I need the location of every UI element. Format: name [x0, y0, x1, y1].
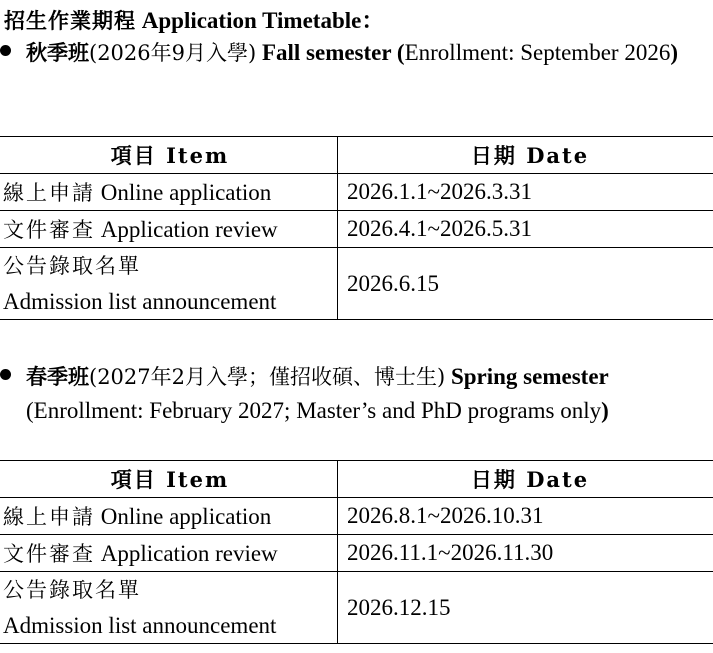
item-en: Online application — [100, 504, 272, 529]
date-cell: 2026.6.15 — [338, 248, 713, 320]
item-cell — [0, 211, 338, 248]
date-cell: 2026.8.1~2026.10.31 — [338, 498, 713, 535]
item-en: Online application — [100, 180, 272, 205]
item-cell — [0, 248, 338, 320]
spring-semester-text — [26, 360, 709, 427]
page-title-zh: 招生作業期程 — [4, 8, 136, 33]
spring-name-zh: 春季班 — [26, 364, 89, 389]
table-header-row — [0, 137, 713, 174]
table-row — [0, 572, 713, 644]
item-zh: 文件審查 — [3, 542, 95, 566]
date-cell: 2026.4.1~2026.5.31 — [338, 211, 713, 248]
item-zh: 公告錄取名單 — [3, 578, 141, 602]
date-cell: 2026.11.1~2026.11.30 — [338, 535, 713, 572]
item-column-header — [0, 461, 338, 498]
item-cell — [0, 174, 338, 211]
page-title — [4, 2, 384, 35]
table-row — [0, 498, 713, 535]
table-header-row — [0, 461, 713, 498]
fall-name-en: Fall semester ( — [261, 40, 405, 65]
date-header-label: 日期 Date — [470, 467, 590, 492]
spring-name-en: Spring semester — [450, 364, 609, 389]
fall-name-zh: 秋季班 — [26, 40, 89, 65]
page-title-en: Application Timetable： — [141, 8, 385, 33]
item-en: Application review — [100, 217, 278, 242]
item-header-label: 項目 Item — [110, 467, 230, 492]
spring-close-paren: ) — [601, 398, 609, 423]
item-en: Admission list announcement — [3, 289, 277, 314]
item-cell — [0, 498, 338, 535]
fall-enrollment: Enrollment: September 2026 — [404, 40, 671, 65]
table-row — [0, 174, 713, 211]
item-column-header — [0, 137, 338, 174]
spring-timetable — [0, 460, 713, 644]
item-zh: 文件審查 — [3, 218, 95, 242]
date-column-header — [338, 137, 713, 174]
spring-enrollment: (Enrollment: February 2027; Master’s and PhD programs only — [26, 398, 602, 423]
spring-paren-zh: (2027年2月入學；僅招收碩、博士生) — [89, 365, 446, 389]
date-column-header — [338, 461, 713, 498]
date-header-label: 日期 Date — [470, 143, 590, 168]
bullet-icon — [0, 45, 11, 56]
date-cell: 2026.1.1~2026.3.31 — [338, 174, 713, 211]
item-cell — [0, 572, 338, 644]
item-zh: 線上申請 — [3, 181, 95, 205]
date-cell: 2026.12.15 — [338, 572, 713, 644]
item-header-label: 項目 Item — [110, 143, 230, 168]
bullet-icon — [0, 369, 11, 380]
table-row — [0, 211, 713, 248]
item-zh: 公告錄取名單 — [3, 254, 141, 278]
fall-close-paren: ) — [670, 40, 678, 65]
fall-semester-text — [26, 36, 709, 70]
fall-timetable — [0, 136, 713, 320]
item-en: Admission list announcement — [3, 613, 277, 638]
table-row — [0, 535, 713, 572]
item-cell — [0, 535, 338, 572]
item-en: Application review — [100, 541, 278, 566]
fall-paren-zh: (2026年9月入學) — [89, 41, 257, 65]
item-zh: 線上申請 — [3, 505, 95, 529]
table-row — [0, 248, 713, 320]
